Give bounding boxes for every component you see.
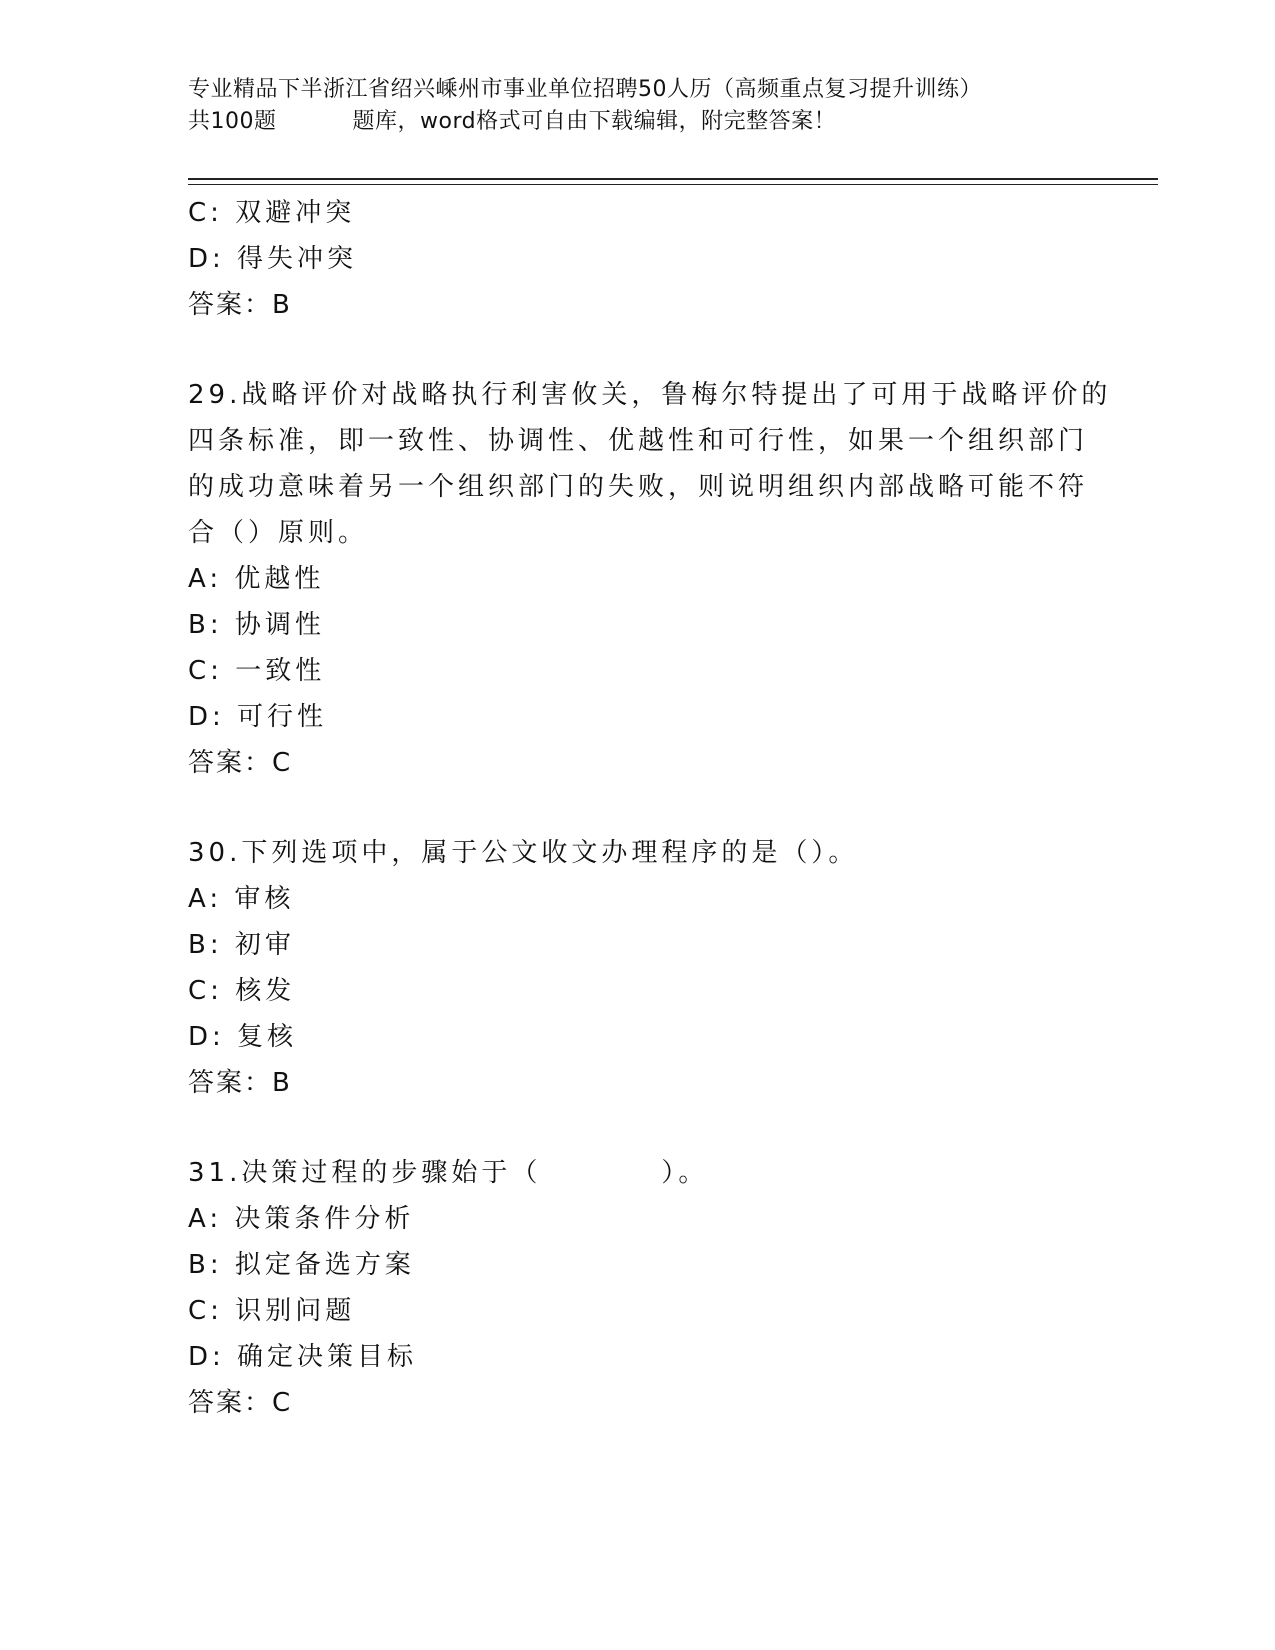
option-text: 识别问题 [235,1296,356,1326]
option-letter: C: [188,198,223,228]
question-30 [188,830,1088,1106]
option-a [188,1196,1088,1242]
option-c [188,648,1088,694]
question-stem-line: 30.下列选项中，属于公文收文办理程序的是（）。 [188,838,859,868]
header-count: 共100题 [188,109,277,134]
question-31 [188,1150,1088,1426]
answer-line [188,1060,1088,1106]
option-text: 确定决策目标 [237,1342,418,1372]
option-letter: D: [188,244,225,274]
question-stem-after-blank: ）。 [661,1158,709,1188]
option-letter: A: [188,884,223,914]
question-29 [188,372,1112,786]
option-text: 一致性 [235,656,326,686]
answer-value: C [272,1388,291,1418]
answer-line [188,1380,1088,1426]
option-c [188,968,1088,1014]
option-letter: D: [188,702,225,732]
option-d [188,236,1088,282]
option-d [188,1014,1088,1060]
option-text: 优越性 [234,564,325,594]
header-subtitle-line [188,106,1148,138]
option-letter: D: [188,1022,225,1052]
option-text: 可行性 [237,702,328,732]
option-text: 双避冲突 [235,198,356,228]
question-carryover [188,190,1088,328]
question-stem-line: 四条标准，即一致性、协调性、优越性和可行性，如果一个组织部门 [188,426,1089,456]
option-letter: A: [188,564,223,594]
option-text: 得失冲突 [237,244,358,274]
question-stem-line: 合（）原则。 [188,518,369,548]
page-header [188,74,1148,138]
question-stem-line [188,1150,1088,1196]
option-letter: A: [188,1204,223,1234]
option-letter: B: [188,610,223,640]
option-b [188,602,1088,648]
header-title-line: 专业精品下半浙江省绍兴嵊州市事业单位招聘50人历（高频重点复习提升训练） [188,77,982,102]
option-c [188,1288,1088,1334]
header-divider [188,178,1158,185]
option-text: 拟定备选方案 [234,1250,415,1280]
document-body [188,190,1112,1426]
option-text: 复核 [237,1022,298,1052]
answer-value: B [272,290,290,320]
header-description: 题库，word格式可自由下载编辑，附完整答案！ [352,109,837,134]
option-text: 审核 [234,884,295,914]
question-stem-line: 29.战略评价对战略执行利害攸关，鲁梅尔特提出了可用于战略评价的 [188,380,1112,410]
option-a [188,876,1088,922]
question-stem-before-blank: 31.决策过程的步骤始于（ [188,1158,542,1188]
answer-value: C [272,748,291,778]
answer-label: 答案： [188,1068,273,1098]
option-c [188,190,1088,236]
option-letter: D: [188,1342,225,1372]
option-text: 初审 [234,930,295,960]
option-letter: C: [188,656,223,686]
answer-label: 答案： [188,748,273,778]
answer-line [188,740,1088,786]
answer-label: 答案： [188,1388,273,1418]
option-d [188,1334,1088,1380]
option-text: 协调性 [234,610,325,640]
answer-value: B [272,1068,290,1098]
option-letter: C: [188,976,223,1006]
option-b [188,922,1088,968]
option-letter: B: [188,1250,223,1280]
question-stem-line: 的成功意味着另一个组织部门的失败，则说明组织内部战略可能不符 [188,472,1089,502]
option-letter: C: [188,1296,223,1326]
option-text: 决策条件分析 [234,1204,415,1234]
option-a [188,556,1088,602]
option-d [188,694,1088,740]
option-text: 核发 [235,976,296,1006]
option-b [188,1242,1088,1288]
option-letter: B: [188,930,223,960]
answer-line [188,282,1088,328]
answer-label: 答案： [188,290,273,320]
